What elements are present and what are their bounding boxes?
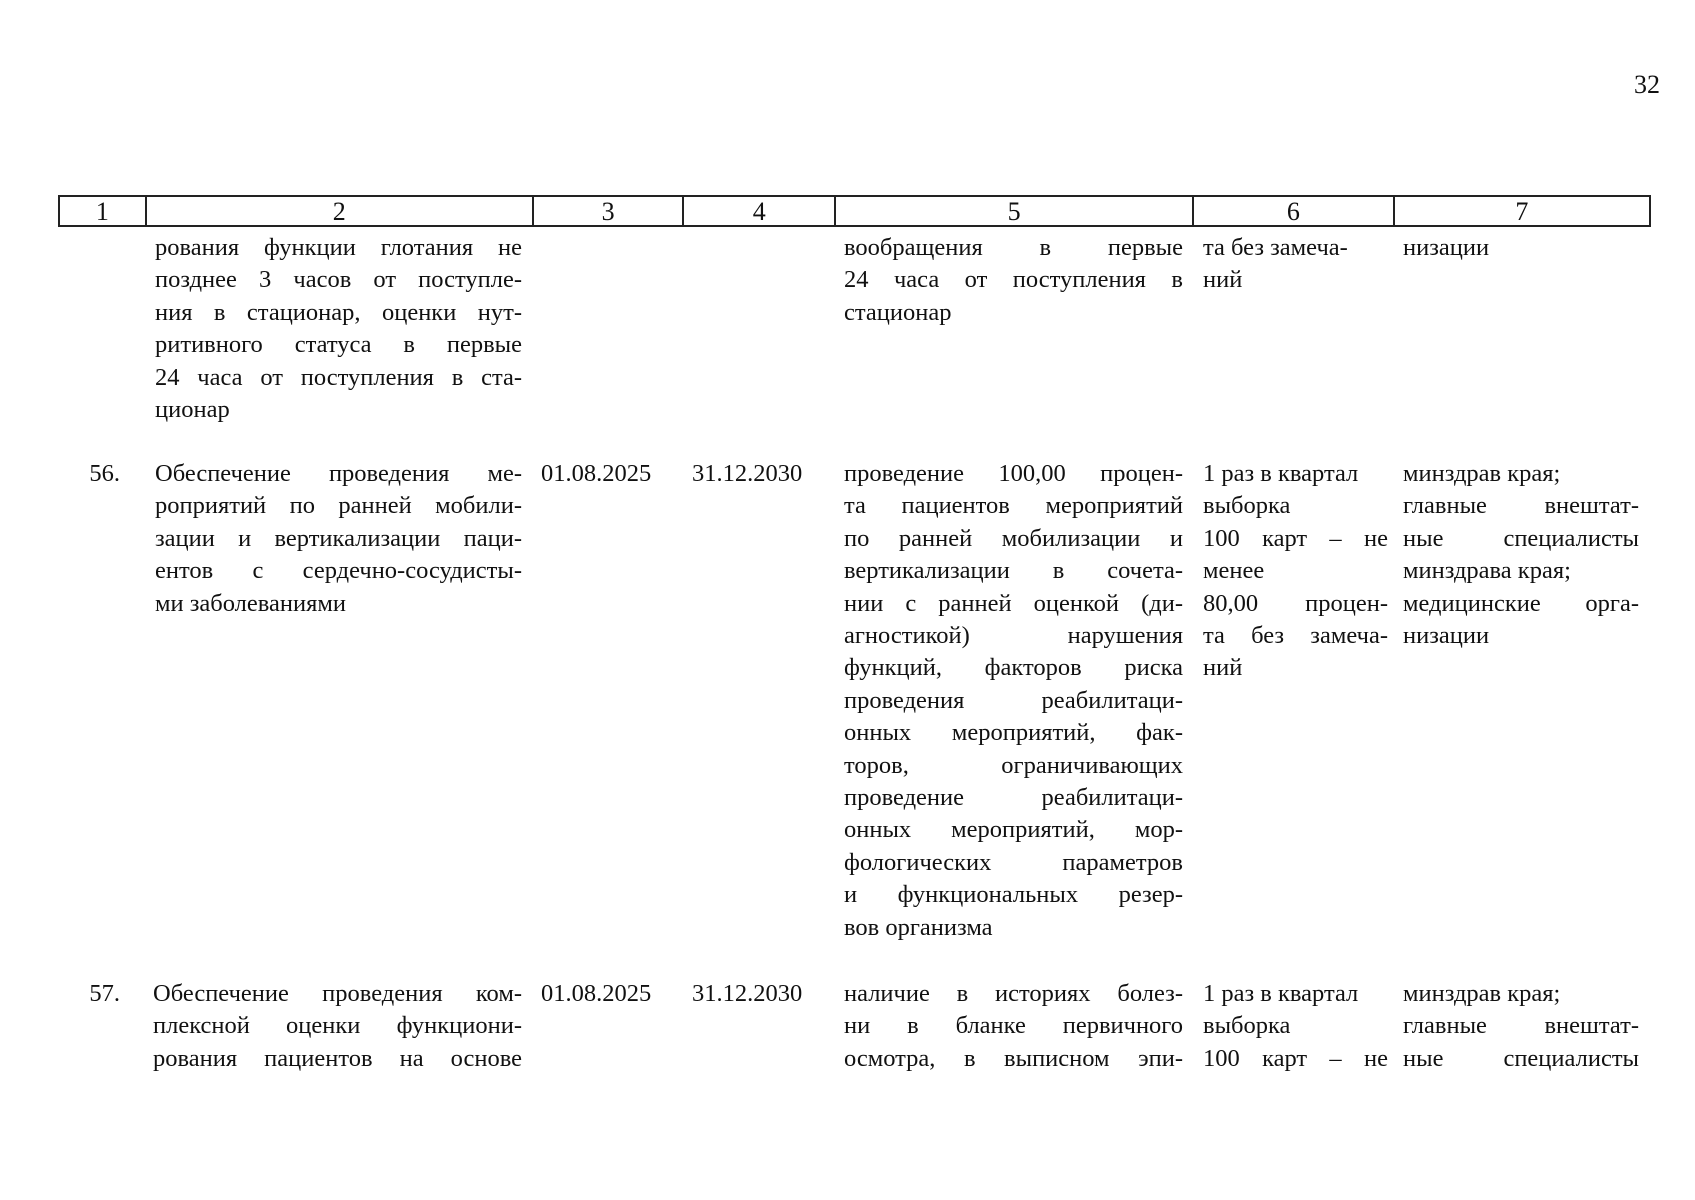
- start-date: 01.08.2025: [541, 980, 652, 1007]
- end-date: 31.12.2030: [692, 460, 803, 487]
- text-line: Обеспечение проведения ме-: [155, 460, 522, 487]
- text-line: онных мероприятий, мор-: [844, 816, 1183, 844]
- text-line: проведение реабилитаци-: [844, 784, 1183, 812]
- text-line: ний: [1203, 266, 1243, 294]
- text-line: по ранней мобилизации и: [844, 524, 1183, 552]
- text-line: главные внештат-: [1403, 1012, 1639, 1040]
- frequency-text: [1203, 458, 1388, 685]
- continuation-indicator-text: [844, 232, 1183, 329]
- text-line: нии с ранней оценкой (ди-: [844, 589, 1183, 617]
- text-line: 1 раз в квартал: [1203, 460, 1359, 487]
- text-line: функций, факторов риска: [844, 654, 1183, 682]
- text-line: минздрава края;: [1403, 557, 1571, 585]
- text-line: 100 карт – не: [1203, 524, 1388, 552]
- text-line: ционар: [155, 396, 230, 424]
- text-line: ни в бланке первичного: [844, 1012, 1183, 1040]
- text-line: 24 часа от поступления в ста-: [155, 363, 522, 391]
- text-line: главные внештат-: [1403, 492, 1639, 520]
- text-line: ний: [1203, 654, 1243, 682]
- text-line: ритивного статуса в первые: [155, 331, 522, 359]
- table-header-row: [58, 195, 1651, 227]
- text-line: Обеспечение проведения ком-: [153, 980, 522, 1007]
- text-line: ния в стационар, оценки нут-: [155, 298, 522, 326]
- text-line: роприятий по ранней мобили-: [155, 492, 522, 520]
- text-line: фологических параметров: [844, 848, 1183, 876]
- continuation-frequency-text: [1203, 232, 1388, 297]
- continuation-activity-text: [155, 232, 522, 426]
- text-line: торов, ограничивающих: [844, 751, 1183, 779]
- header-col-3: 3: [534, 197, 685, 225]
- activity-text: [153, 978, 522, 1075]
- text-line: та пациентов мероприятий: [844, 492, 1183, 520]
- text-line: ные специалисты: [1403, 524, 1639, 552]
- header-col-5: 5: [836, 197, 1194, 225]
- text-line: та без замеча-: [1203, 622, 1388, 650]
- responsible-text: [1403, 458, 1639, 652]
- responsible-text: [1403, 978, 1639, 1075]
- row-number: 57.: [89, 980, 120, 1007]
- text-line: низации: [1403, 622, 1490, 650]
- text-line: 24 часа от поступления в: [844, 266, 1183, 294]
- text-line: вов организма: [844, 913, 993, 941]
- row-number: 56.: [89, 460, 120, 487]
- header-col-1: 1: [60, 197, 147, 225]
- indicator-text: [844, 978, 1183, 1075]
- text-line: вертикализации в сочета-: [844, 557, 1183, 585]
- text-line: агностикой) нарушения: [844, 622, 1183, 650]
- text-line: рования функции глотания не: [155, 234, 522, 261]
- header-col-2: 2: [147, 197, 534, 225]
- text-line: та без замеча-: [1203, 234, 1348, 261]
- text-line: 80,00 процен-: [1203, 589, 1388, 617]
- text-line: вообращения в первые: [844, 234, 1183, 261]
- activity-text: [155, 458, 522, 620]
- page-number: 32: [1634, 70, 1660, 99]
- end-date: 31.12.2030: [692, 980, 803, 1007]
- text-line: выборка: [1203, 1012, 1291, 1040]
- text-line: менее: [1203, 557, 1265, 585]
- text-line: стационар: [844, 298, 952, 326]
- text-line: выборка: [1203, 492, 1291, 520]
- text-line: минздрав края;: [1403, 980, 1561, 1007]
- text-line: минздрав края;: [1403, 460, 1561, 487]
- start-date: 01.08.2025: [541, 460, 652, 487]
- header-col-6: 6: [1194, 197, 1395, 225]
- text-line: 1 раз в квартал: [1203, 980, 1359, 1007]
- text-line: позднее 3 часов от поступле-: [155, 266, 522, 294]
- text-line: медицинские орга-: [1403, 589, 1639, 617]
- text-line: низации: [1403, 234, 1490, 261]
- header-col-7: 7: [1515, 197, 1529, 226]
- header-col-4: 4: [684, 197, 836, 225]
- text-line: и функциональных резер-: [844, 881, 1183, 909]
- text-line: онных мероприятий, фак-: [844, 719, 1183, 747]
- text-line: осмотра, в выписном эпи-: [844, 1044, 1183, 1072]
- frequency-text: [1203, 978, 1388, 1075]
- text-line: проведения реабилитаци-: [844, 686, 1183, 714]
- text-line: ентов с сердечно-сосудисты-: [155, 557, 522, 585]
- text-line: ми заболеваниями: [155, 589, 347, 617]
- text-line: зации и вертикализации паци-: [155, 524, 522, 552]
- text-line: плексной оценки функциони-: [153, 1012, 522, 1040]
- text-line: рования пациентов на основе: [153, 1044, 522, 1072]
- text-line: ные специалисты: [1403, 1044, 1639, 1072]
- text-line: 100 карт – не: [1203, 1044, 1388, 1072]
- text-line: наличие в историях болез-: [844, 980, 1183, 1007]
- text-line: проведение 100,00 процен-: [844, 460, 1183, 487]
- indicator-text: [844, 458, 1183, 944]
- continuation-responsible-text: [1403, 232, 1639, 264]
